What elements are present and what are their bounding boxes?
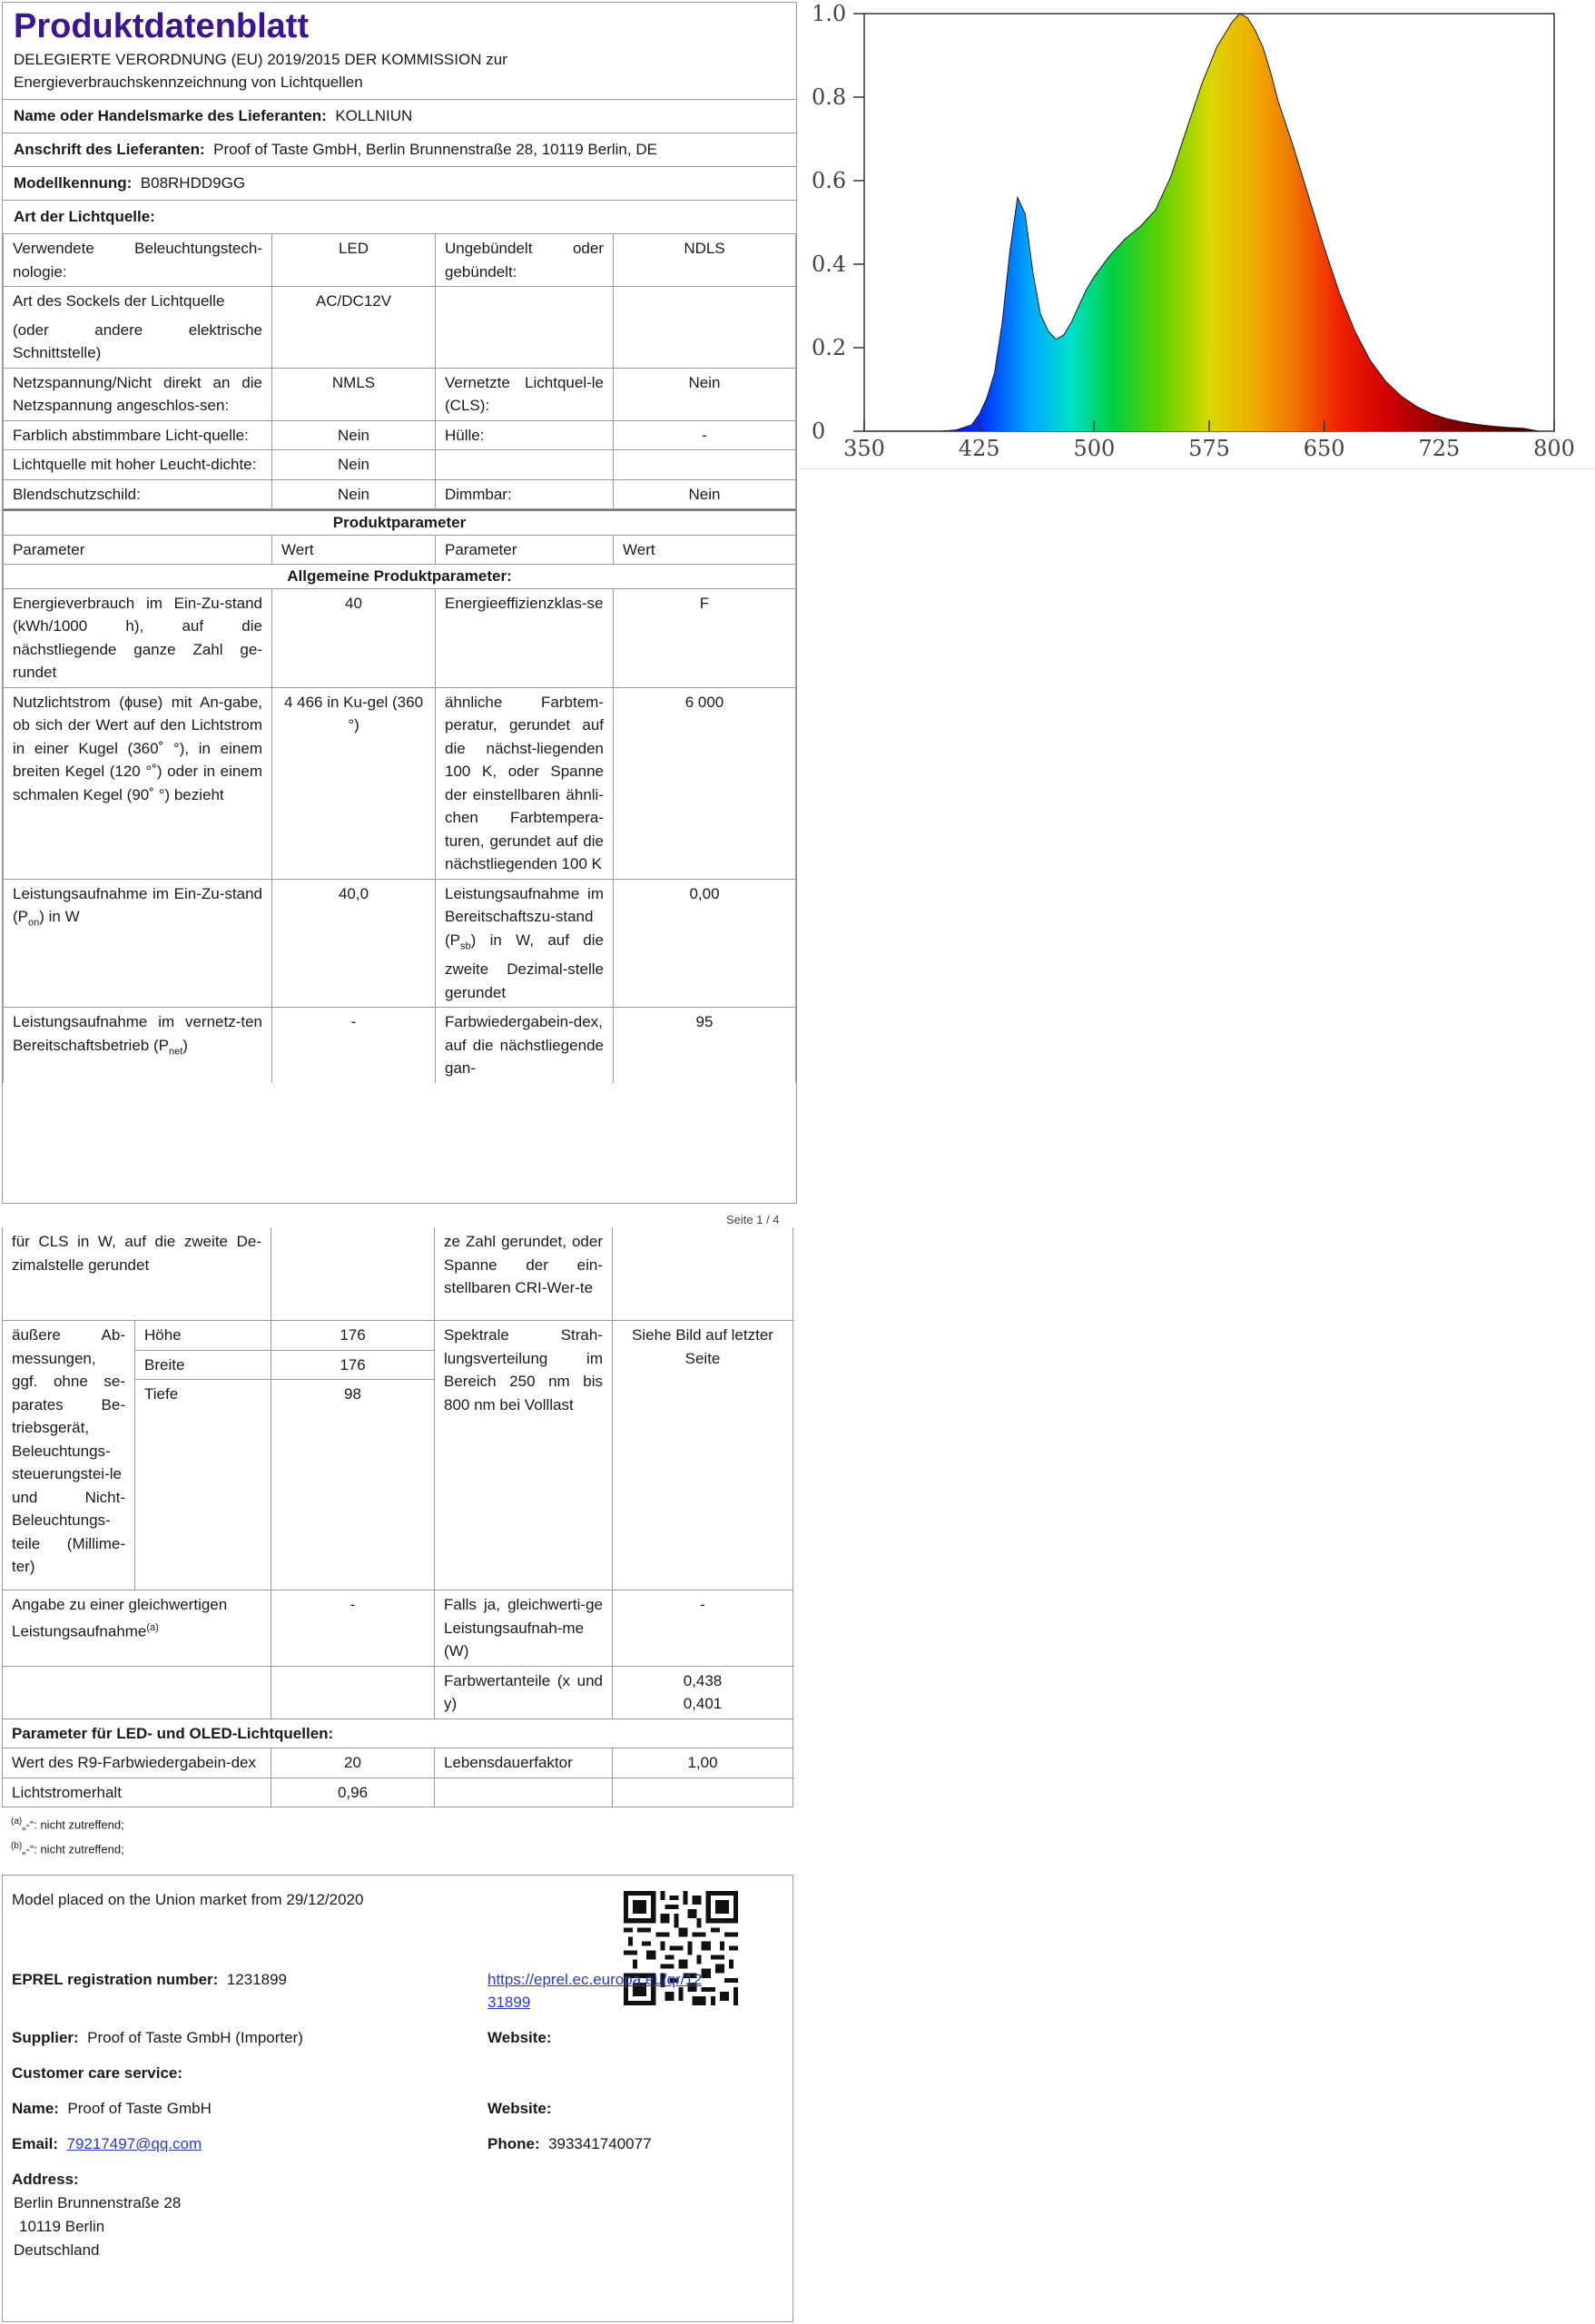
- footnote-b-mark: (b): [11, 1841, 23, 1852]
- cell-width-label: Breite: [135, 1350, 271, 1380]
- table-row: [3, 1590, 793, 1667]
- model-id-label: Modellkennung:: [14, 174, 133, 192]
- spectral-distribution-chart: [799, 0, 1594, 472]
- cell-width-value: 176: [271, 1350, 435, 1380]
- cell-cri-value: 95: [614, 1008, 796, 1083]
- cell-energy-value: 40: [272, 588, 436, 687]
- psb-text: Leistungsaufnahme im Bereitschaftszu-stand (P: [445, 884, 604, 949]
- footnote-a: [2, 1811, 793, 1836]
- cell-spd-label: Spektrale Strah-lungsverteilung im Bereich 250 nm bis 800 nm bei Volllast: [435, 1321, 613, 1590]
- column-header-value: Wert: [614, 535, 796, 565]
- email-link[interactable]: 79217497@qq.com: [66, 2135, 202, 2152]
- y-tick-label: 1.0: [812, 1, 847, 26]
- x-tick-label: 650: [1303, 436, 1345, 461]
- cell-chromaticity-label: Farbwertanteile (x und y): [435, 1666, 613, 1718]
- table-row: [3, 1777, 793, 1807]
- y-axis: [812, 1, 864, 444]
- cell-technology-value: LED: [272, 234, 436, 287]
- section-heading-led: Parameter für LED- und OLED-Lichtquellen:: [3, 1718, 793, 1748]
- cell-empty: [3, 1666, 271, 1718]
- cell-directional-value: NDLS: [614, 234, 796, 287]
- supplier-name-label: Name oder Handelsmarke des Lieferanten:: [14, 107, 327, 124]
- cell-luminance-label: Lichtquelle mit hoher Leucht-dichte:: [4, 450, 272, 480]
- table-row: [3, 1227, 793, 1321]
- cell-dimmable-label: Dimmbar:: [436, 479, 614, 509]
- supplier-label: Supplier:: [12, 2029, 79, 2046]
- address-street: Berlin Brunnenstraße 28: [14, 2194, 182, 2211]
- cell-survival-label: Lebensdauerfaktor: [435, 1748, 613, 1778]
- cell-empty: [614, 450, 796, 480]
- cell-spd-value: Siehe Bild auf letzter Seite: [613, 1321, 793, 1590]
- cell-depth-label: Tiefe: [135, 1380, 271, 1590]
- model-id-row: [3, 166, 796, 200]
- chromaticity-y: 0,401: [683, 1695, 723, 1712]
- footnote-a-text: „-“: nicht zutreffend;: [22, 1817, 124, 1832]
- spectrum-plot: [799, 0, 1594, 472]
- table-row: [3, 1666, 793, 1718]
- socket-label-line-2: (oder andere elektrische Schnittstelle): [13, 320, 262, 361]
- table-row: [4, 879, 796, 1008]
- y-tick-label: 0.4: [812, 251, 847, 277]
- cell-height-value: 176: [271, 1321, 435, 1351]
- light-source-table: [3, 233, 796, 509]
- website-line-1: [487, 2026, 552, 2049]
- x-tick-label: 800: [1533, 436, 1575, 461]
- cell-technology-label: Verwendete Beleuchtungstech-nologie:: [4, 234, 272, 287]
- table-row: [3, 1748, 793, 1778]
- footnote-a-mark: (a): [11, 1817, 23, 1827]
- socket-label-line-1: Art des Sockels der Lichtquelle: [13, 292, 225, 310]
- light-type-row: [3, 200, 796, 233]
- care-name-value: Proof of Taste GmbH: [67, 2100, 212, 2117]
- pnet-text: Leistungsaufnahme im vernetz-ten Bereitschaftsbetrieb (P: [13, 1013, 262, 1054]
- customer-care-label: Customer care service:: [12, 2064, 183, 2082]
- cell-psb-label: [436, 879, 614, 1008]
- x-tick-label: 725: [1418, 436, 1461, 461]
- cell-empty: [436, 450, 614, 480]
- cell-efficiency-class-value: F: [614, 588, 796, 687]
- cell-survival-value: 1,00: [613, 1748, 793, 1778]
- table-row: [3, 1321, 793, 1351]
- cell-height-label: Höhe: [135, 1321, 271, 1351]
- chart-separator: [799, 468, 1594, 469]
- supplier-address-label: Anschrift des Lieferanten:: [14, 141, 205, 158]
- cell-empty: [613, 1777, 793, 1807]
- care-name-line: [12, 2097, 212, 2120]
- website-line-2: [487, 2097, 552, 2120]
- cell-envelope-value: -: [614, 420, 796, 450]
- website-label: Website:: [487, 2100, 552, 2117]
- cell-cls-label: Vernetzte Lichtquel-le (CLS):: [436, 368, 614, 420]
- cell-cct-label: ähnliche Farbtem-peratur, gerundet auf die nächst-liegenden 100 K, oder Spanne der einstellbaren ähnli-chen Farbtempera-turen, gerundet auf die nächstliegenden 100 K: [436, 687, 614, 879]
- phone-value: 393341740077: [548, 2135, 652, 2152]
- cell-pon-value: 40,0: [272, 879, 436, 1008]
- regulation-subtitle: [3, 46, 796, 99]
- cell-tunable-value: Nein: [272, 420, 436, 450]
- y-tick-label: 0.8: [812, 84, 847, 110]
- cell-energy-label: Energieverbrauch im Ein-Zu-stand (kWh/1000 h), auf die nächstliegende ganze Zahl ge-rundet: [4, 588, 272, 687]
- page-title: Produktdatenblatt: [14, 7, 310, 45]
- supplier-address-value: Proof of Taste GmbH, Berlin Brunnenstraße 28, 10119 Berlin, DE: [213, 141, 657, 158]
- address-country: Deutschland: [14, 2241, 100, 2259]
- y-tick-label: 0.2: [812, 335, 847, 360]
- cell-dimensions-label: äußere Ab-messungen, ggf. ohne se-parates Be-triebsgerät, Beleuchtungs-steuerungstei-le und Nicht-Beleuchtungs-teile (Millime-ter): [3, 1321, 135, 1590]
- table-row: [4, 588, 796, 687]
- eprel-info-box: [2, 1875, 793, 2322]
- column-header-parameter: Parameter: [4, 535, 272, 565]
- website-label: Website:: [487, 2029, 552, 2046]
- cell-cct-value: 6 000: [614, 687, 796, 879]
- x-tick-label: 425: [958, 436, 1000, 461]
- cell-pon-label: [4, 879, 272, 1008]
- pnet-subscript: net: [168, 1046, 183, 1058]
- table-header-row: [4, 535, 796, 565]
- cell-empty: [614, 287, 796, 369]
- pon-unit: ) in W: [39, 908, 80, 925]
- datasheet: [2, 2, 797, 1204]
- psb-subscript: sb: [460, 940, 471, 951]
- cell-r9-value: 20: [271, 1748, 435, 1778]
- cell-directional-label: Ungebündelt oder gebündelt:: [436, 234, 614, 287]
- cell-cri-label: Farbwiedergabein-dex, auf die nächstliegende gan-: [436, 1008, 614, 1083]
- light-type-label: Art der Lichtquelle:: [14, 208, 155, 225]
- section-heading-general: Allgemeine Produktparameter:: [4, 565, 796, 589]
- cell-equivalent-label: [3, 1590, 271, 1667]
- product-parameters-table: [3, 509, 796, 1083]
- cell-maintenance-value: 0,96: [271, 1777, 435, 1807]
- eprel-registration: [12, 1968, 287, 1991]
- cell-equivalent-power-value: -: [613, 1590, 793, 1667]
- supplier-name-row: [3, 99, 796, 133]
- cell-cri-label-continued: ze Zahl gerundet, oder Spanne der ein-stellbaren CRI-Wer-te: [435, 1227, 613, 1321]
- column-header-value: Wert: [272, 535, 436, 565]
- address-heading: [12, 2168, 79, 2191]
- y-tick-label: 0.6: [812, 168, 847, 193]
- table-row: [4, 234, 796, 287]
- column-header-parameter: Parameter: [436, 535, 614, 565]
- x-tick-label: 575: [1188, 436, 1230, 461]
- registration-label: EPREL registration number:: [12, 1971, 219, 1988]
- cell-empty: [613, 1227, 793, 1321]
- cell-envelope-label: Hülle:: [436, 420, 614, 450]
- cell-pnet-label: [4, 1008, 272, 1083]
- x-tick-label: 500: [1073, 436, 1116, 461]
- registration-value: 1231899: [226, 1971, 287, 1988]
- table-row: [4, 420, 796, 450]
- footnote-b-text: „-“: nicht zutreffend;: [22, 1842, 124, 1856]
- cell-flux-label: Nutzlichtstrom (ɸuse) mit An-gabe, ob sich der Wert auf den Lichtstrom in einer Kugel (360˚ °), in einem breiten Kegel (120 °˚) oder in einem schmalen Kegel (90˚ °) bezieht: [4, 687, 272, 879]
- table-row: [4, 287, 796, 369]
- page-number: Seite 1 / 4: [726, 1213, 780, 1226]
- cell-mains-label: Netzspannung/Nicht direkt an die Netzspannung angeschlos-sen:: [4, 368, 272, 420]
- supplier-address-row: [3, 133, 796, 166]
- y-tick-label: 0: [812, 419, 826, 444]
- cell-flux-value: 4 466 in Ku-gel (360 °): [272, 687, 436, 879]
- equivalent-text: Angabe zu einer gleichwertigen Leistungsaufnahme: [12, 1596, 228, 1640]
- cell-empty: [271, 1666, 435, 1718]
- section-heading-product-parameters: Produktparameter: [4, 510, 796, 535]
- cell-cls-value: Nein: [614, 368, 796, 420]
- cell-chromaticity-value: [613, 1666, 793, 1718]
- pon-text: Leistungsaufnahme im Ein-Zu-stand (P: [13, 884, 262, 925]
- cell-empty: [271, 1227, 435, 1321]
- datasheet-continuation: [2, 1227, 793, 1861]
- table-row: [4, 479, 796, 509]
- cell-r9-label: Wert des R9-Farbwiedergabein-dex: [3, 1748, 271, 1778]
- cell-luminance-value: Nein: [272, 450, 436, 480]
- product-parameters-continued: [2, 1227, 793, 1807]
- cell-antiglare-value: Nein: [272, 479, 436, 509]
- cell-tunable-label: Farblich abstimmbare Licht-quelle:: [4, 420, 272, 450]
- pon-subscript: on: [28, 917, 40, 929]
- table-row: [4, 687, 796, 879]
- eprel-url-line-2: 31899: [487, 1994, 531, 2011]
- cell-depth-value: 98: [271, 1380, 435, 1590]
- address-label: Address:: [12, 2171, 79, 2188]
- supplier-line: [12, 2026, 303, 2049]
- psb-rest: ) in W, auf die zweite Dezimal-stelle gerundet: [445, 931, 604, 1001]
- address-city: 10119 Berlin: [19, 2218, 105, 2235]
- eprel-url-line-1: https://eprel.ec.europa.eu/qr/12: [487, 1971, 703, 1988]
- care-name-label: Name:: [12, 2100, 59, 2117]
- phone-label: Phone:: [487, 2135, 540, 2152]
- cell-equivalent-value: -: [271, 1590, 435, 1667]
- subtitle-line-1: DELEGIERTE VERORDNUNG (EU) 2019/2015 DER KOMMISSION zur: [14, 51, 507, 68]
- cell-psb-value: 0,00: [614, 879, 796, 1008]
- market-placement-date: Model placed on the Union market from 29/12/2020: [12, 1891, 364, 1908]
- cell-socket-label: [4, 287, 272, 369]
- table-row: [4, 368, 796, 420]
- eprel-url-link[interactable]: [487, 1968, 702, 2014]
- cell-pnet-label-continued: für CLS in W, auf die zweite De-zimalstelle gerundet: [3, 1227, 271, 1321]
- cell-empty: [435, 1777, 613, 1807]
- footnote-b: [2, 1836, 793, 1860]
- pnet-close: ): [182, 1036, 188, 1054]
- table-row: [4, 450, 796, 480]
- equivalent-footnote-mark: (a): [146, 1621, 159, 1633]
- supplier-name-value: KOLLNIUN: [335, 107, 413, 124]
- cell-mains-value: NMLS: [272, 368, 436, 420]
- cell-dimmable-value: Nein: [614, 479, 796, 509]
- cell-efficiency-class-label: Energieeffizienzklas-se: [436, 588, 614, 687]
- cell-antiglare-label: Blendschutzschild:: [4, 479, 272, 509]
- cell-empty: [436, 287, 614, 369]
- customer-care-heading: [12, 2062, 182, 2084]
- model-id-value: B08RHDD9GG: [140, 174, 246, 192]
- x-tick-label: 350: [843, 436, 885, 461]
- email-label: Email:: [12, 2135, 59, 2152]
- cell-socket-value: AC/DC12V: [272, 287, 436, 369]
- cell-pnet-value: -: [272, 1008, 436, 1083]
- cell-maintenance-label: Lichtstromerhalt: [3, 1777, 271, 1807]
- chromaticity-x: 0,438: [683, 1671, 723, 1689]
- supplier-value: Proof of Taste GmbH (Importer): [87, 2029, 303, 2046]
- table-row: [4, 1008, 796, 1083]
- email-line: [12, 2132, 202, 2155]
- cell-equivalent-power-label: Falls ja, gleichwerti-ge Leistungsaufnah-me (W): [435, 1590, 613, 1667]
- phone-line: [487, 2132, 652, 2155]
- subtitle-line-2: Energieverbrauchskennzeichnung von Lichtquellen: [14, 74, 363, 91]
